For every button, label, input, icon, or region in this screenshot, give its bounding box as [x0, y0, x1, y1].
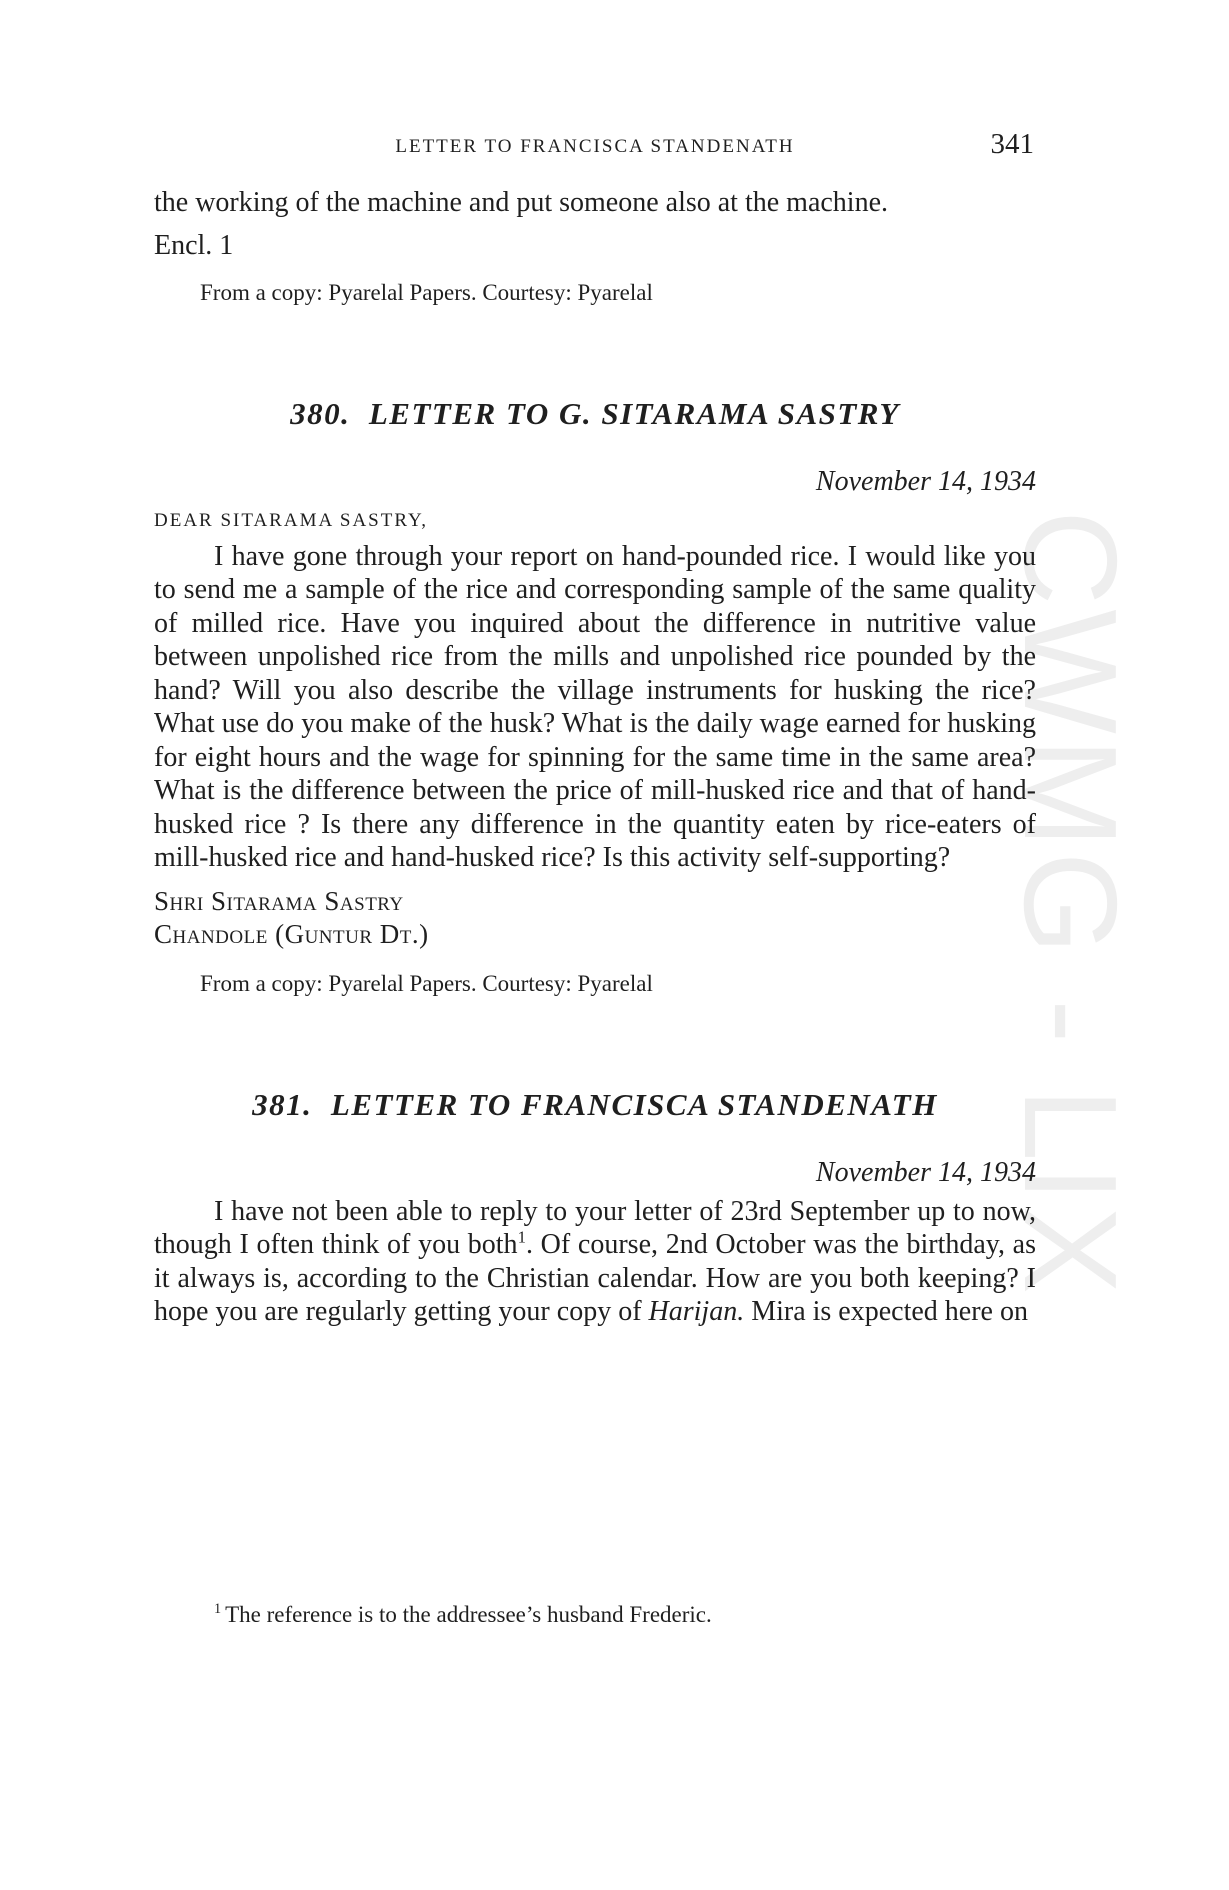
- body-text-part: Mira is expected here on: [744, 1296, 1028, 1327]
- letter-body: I have gone through your report on hand-pounded rice. I would like you to send me a sample of the rice and corresponding sample of the same quality of milled rice. Have you inquired about the difference in nutritive value between unpolished rice from the mills and unpolished rice pounded by the hand? Will you also describe the village instruments for husking the rice? What use do you make of the husk? What is the daily wage earned for husking for eight hours and the wage for spinning for the same time in the same area? What is the difference between the price of mill-husked rice and that of hand-husked rice ? Is there any difference in the quantity eaten by rice-eaters of mill-husked rice and hand-husked rice? Is this activity self-supporting?: [154, 540, 1036, 873]
- enclosure-note: Encl. 1: [154, 229, 234, 261]
- footnote: [214, 1602, 712, 1628]
- footnote-reference: 1: [517, 1227, 526, 1247]
- source-note: From a copy: Pyarelal Papers. Courtesy: Pyarelal: [200, 970, 653, 996]
- letter-title: LETTER TO FRANCISCA STANDENATH: [330, 1086, 938, 1122]
- publication-title: Harijan.: [648, 1296, 745, 1327]
- letter-title: LETTER TO G. SITARAMA SASTRY: [368, 395, 900, 431]
- letter-heading: [154, 396, 1036, 432]
- body-text-part: I have not been able to reply to your letter of 23rd September up to now, though I often think of you both: [154, 1195, 1036, 1260]
- letter-date: November 14, 1934: [815, 1156, 1036, 1188]
- page-content: [154, 128, 1036, 1329]
- footnote-mark: 1: [214, 1601, 222, 1618]
- letter-number: 381.: [252, 1086, 313, 1122]
- previous-letter-closing: the working of the machine and put someone also at the machine.: [154, 187, 889, 218]
- watermark: CWMG - LIX: [997, 510, 1144, 1298]
- addressee-name: Shri Sitarama Sastry: [154, 885, 404, 916]
- letter-heading: [154, 1087, 1036, 1123]
- letter-date: November 14, 1934: [815, 465, 1036, 497]
- footnote-text: The reference is to the addressee’s husband Frederic.: [225, 1602, 712, 1627]
- body-text-part: . Of course, 2nd October was the birthday, as it always is, according to the Christian calendar. How are you both keeping? I hope you are regularly getting your copy of: [154, 1229, 1037, 1327]
- source-note: From a copy: Pyarelal Papers. Courtesy: Pyarelal: [200, 279, 653, 305]
- running-head: [154, 128, 1036, 168]
- salutation: DEAR SITARAMA SASTRY,: [154, 509, 428, 531]
- addressee-place: Chandole (Guntur Dt.): [154, 918, 429, 949]
- letter-body: [154, 1195, 1036, 1329]
- letter-number: 380.: [290, 395, 351, 431]
- page-number: 341: [990, 128, 1034, 160]
- running-title: LETTER TO FRANCISCA STANDENATH: [395, 136, 795, 157]
